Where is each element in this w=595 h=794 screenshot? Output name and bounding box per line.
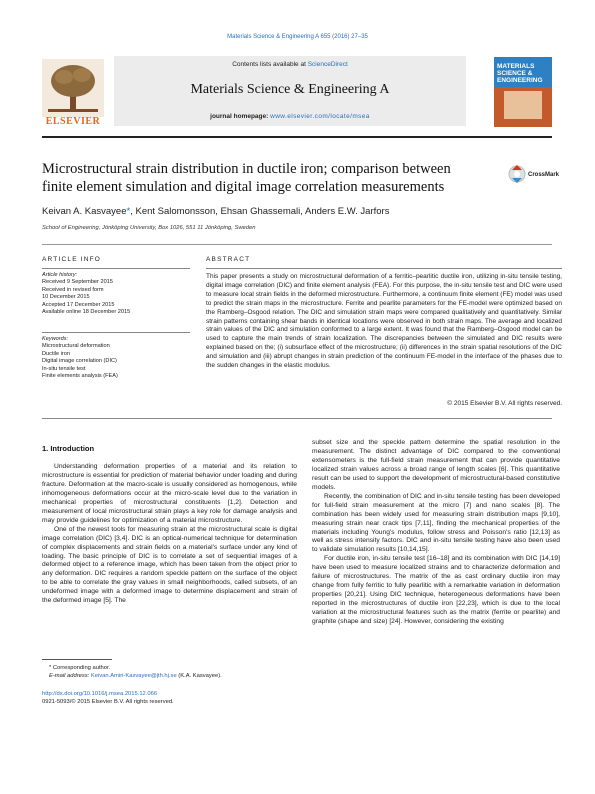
- sciencedirect-link[interactable]: ScienceDirect: [307, 61, 348, 68]
- contents-line: [114, 61, 466, 68]
- divider: [206, 268, 562, 269]
- keyword: Finite elements analysis (FEA): [42, 373, 118, 380]
- history-label: Article history:: [42, 272, 78, 278]
- article-title: [42, 160, 497, 196]
- corresponding-author-link[interactable]: *: [126, 206, 131, 217]
- keywords: [42, 336, 192, 380]
- paragraph: For ductile iron, in-situ tensile test [16–18] and its combination with DIC [14,19] have been used to measure localized strains and to characterize deformation and failure of microstructures. The matrix of the as cast ordinary ductile iron may change from fully ferritic to fully pearlitic with a remarkable variation in deformation properties [20,21]. Using DIC technique, heterogeneous deformations have been reported in the microstructures of ductile iron [22,23], which is due to the local variation at the microstructural features such as the matrix (ferrite or pearlite) and graphite (shape and size) [24]. However, considering the existing: [312, 555, 560, 626]
- affiliation: School of Engineering, Jönköping University, Box 1026, 551 11 Jönköping, Sweden: [42, 225, 256, 231]
- journal-cover-image: [494, 57, 552, 127]
- paragraph: One of the newest tools for measuring strain at the microstructural scale is digital image correlation (DIC) [3,4]. DIC is an optical-numerical technique for determination of complex displacements and strain fields on a material's surface under any kind of loading. The basic principle of DIC is to correlate a set of sequential images of a deformed object to a reference image, which has been taken from the object prior to any deformation. DIC requires a random speckle pattern on the surface of the object to be able to correlate the gray values in small neighborhoods, called subsets, of an undeformed image with a deformed image to determine displacement and strain of the deformed image [5]. The: [42, 525, 297, 605]
- divider: [42, 332, 190, 333]
- cover-illustration: [504, 91, 542, 119]
- email-label: E-mail address:: [49, 673, 91, 679]
- email-link[interactable]: Keivan.Amiri-Kasvayee@jth.hj.se: [90, 673, 177, 679]
- crossmark-label: CrossMark: [528, 172, 560, 178]
- email-line: [42, 672, 302, 680]
- copyright: © 2015 Elsevier B.V. All rights reserved.: [447, 400, 562, 407]
- crossmark-icon: [508, 164, 526, 186]
- paragraph: Understanding deformation properties of a material and its relation to microstructure is essential for prediction of material behavior under loading and during fracture. Deformation at the macro-scale is usually considered as homogenous, while inhomogeneous deformations occur at the micro-scale level due to the variation in mechanical properties of microstructural constituents [1,2]. Detection and measurement of local microstructural strain plays a key role for damage analysis and may provide guidelines for optimization of a material microstructure.: [42, 463, 297, 524]
- journal-name: Materials Science & Engineering A: [190, 82, 390, 97]
- homepage-label: journal homepage:: [210, 113, 271, 120]
- publisher-name: ELSEVIER: [45, 116, 101, 127]
- keyword: Microstructural deformation: [42, 343, 110, 350]
- divider: [42, 268, 190, 269]
- section-heading: 1. Introduction: [42, 444, 95, 453]
- article-history: [42, 272, 192, 316]
- corresponding-note: * Corresponding author.: [49, 665, 111, 671]
- body-column-left: [42, 463, 297, 606]
- footnote-divider: [42, 659, 112, 660]
- cover-title-line: MATERIALS: [497, 63, 535, 70]
- history-item: 10 December 2015: [42, 294, 90, 301]
- author-name: Keivan A. Kasvayee: [42, 206, 127, 217]
- doi-link[interactable]: http://dx.doi.org/10.1016/j.msea.2015.12.066: [42, 691, 158, 697]
- cover-title: [497, 63, 543, 84]
- paragraph: Recently, the combination of DIC and in-situ tensile testing has been developed for full-field strain measurement at the micro [7] and nano scales [8]. The combination has been widely used for measuring strain distribution maps [9,10], measuring strain near crack tips [7,11], finding the mechanical properties of the materials including Young's modulus, follow stress and Poisson's ratio [12,13] as well as stress intensity factors. DIC and in-situ tensile testing have also been used to validate simulation results [10,14,15].: [312, 492, 560, 554]
- article-info-heading: ARTICLE INFO: [42, 256, 102, 263]
- email-suffix: (K.A. Kasvayee).: [176, 673, 222, 679]
- journal-citation[interactable]: Materials Science & Engineering A 655 (2016) 27–35: [227, 34, 368, 40]
- keyword: In-situ tensile test: [42, 365, 86, 372]
- keyword: Digital image correlation (DIC): [42, 358, 117, 365]
- keywords-label: Keywords:: [42, 336, 69, 342]
- cover-title-line: SCIENCE &: [497, 70, 533, 77]
- title-line: Microstructural strain distribution in ductile iron; comparison between: [42, 161, 451, 177]
- contents-prefix: Contents lists available at: [232, 61, 308, 68]
- history-item: Received in revised form: [42, 286, 104, 293]
- author-list: [42, 206, 389, 217]
- paragraph: subset size and the speckle pattern determine the spatial resolution in the measurement. The distinct advantage of DIC compared to the conventional extensometers is the full-field strain measurement that can provide quantitative localized strain values across a broad range of length scales [6]. This quantitative result can be used to support the development of microstructural-based constitutive models.: [312, 439, 560, 491]
- title-line: finite element simulation and digital image correlation measurements: [42, 179, 445, 195]
- co-authors: , Kent Salomonsson, Ehsan Ghassemali, Anders E.W. Jarfors: [130, 206, 390, 217]
- homepage-link[interactable]: www.elsevier.com/locate/msea: [270, 113, 370, 120]
- footnote: [42, 664, 302, 680]
- abstract-text: This paper presents a study on microstructural deformation of a ferritic–pearlitic ductile iron, utilizing in-situ tensile testing, digital image correlation (DIC) and finite element analysis (FEA). For this purpose, the in-situ tensile test and DIC were used to measure local strain fields in the deformed microstructure. Furthermore, a continuum finite element (FE) model was used to predict the strain maps in the microstructure. Ferrite and pearlite parameters for the FE-model were optimized based on the Ramberg–Osgood relation. The DIC and simulation strain maps were compared qualitatively and quantitatively. Similar strain patterns containing shear bands in identical locations were observed in both strain maps. The average and localized strain values of the DIC and simulation conformed to a large extent. It was found that the Ramberg–Osgood model can be used to capture the main trends of strain localization. The discrepancies between the simulated and DIC results were explained based on the; (i) subsurface effect of the microstructure; (ii) differences in the strain spatial resolutions of the DIC and simulation and (iii) abrupt changes in strain prediction of the continuum FE-model in the interface of the phases due to the sudden changes in the elastic modulus.: [206, 273, 562, 370]
- issn-line: 0921-5093/© 2015 Elsevier B.V. All rights reserved.: [42, 699, 174, 705]
- cover-title-line: ENGINEERING: [497, 77, 543, 84]
- body-column-right: [312, 439, 560, 627]
- journal-banner: [42, 56, 552, 134]
- abstract-heading: ABSTRACT: [206, 256, 251, 263]
- keyword: Ductile iron: [42, 350, 70, 357]
- history-item: Available online 18 December 2015: [42, 309, 131, 316]
- crossmark-button[interactable]: [508, 164, 560, 186]
- divider: [42, 244, 552, 245]
- history-item: Accepted 17 December 2015: [42, 301, 115, 308]
- homepage-line: [114, 113, 466, 120]
- header-divider: [42, 136, 552, 138]
- divider: [42, 418, 552, 419]
- history-item: Received 9 September 2015: [42, 279, 113, 286]
